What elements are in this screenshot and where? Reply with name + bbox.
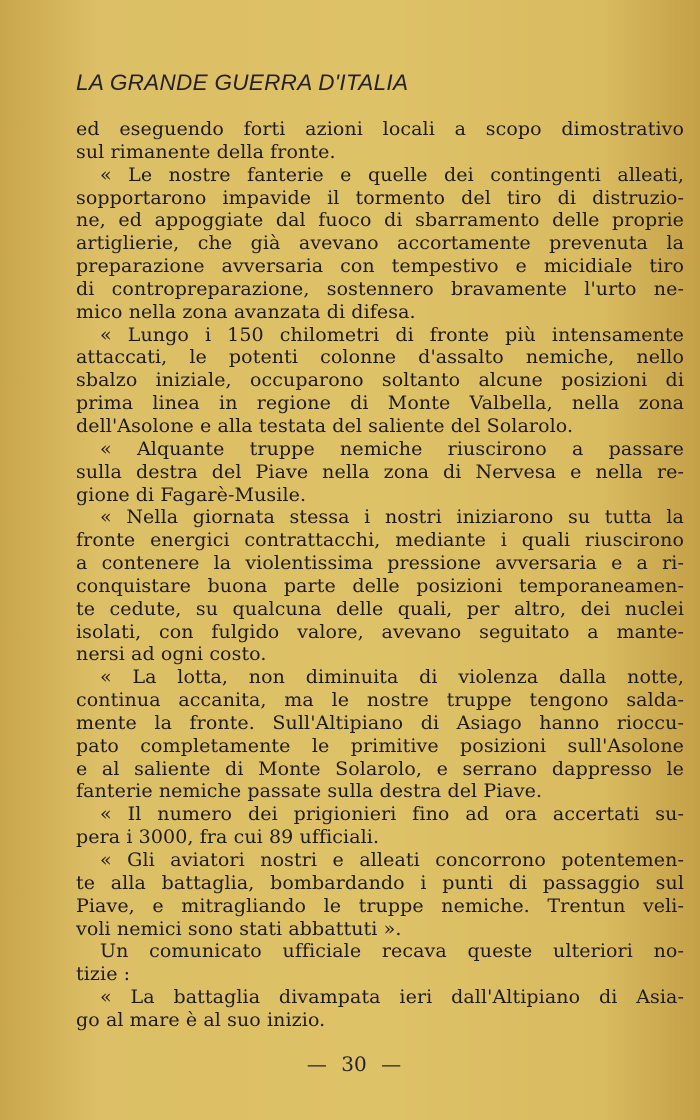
text-line: voli nemici sono stati abbattuti ». (76, 917, 402, 940)
text-line: pato completamente le primitive posizioni sull'Asolone (76, 734, 684, 757)
text-line: sulla destra del Piave nella zona di Nervesa e nella re- (76, 460, 684, 483)
text-line: go al mare è al suo inizio. (76, 1008, 326, 1031)
text-line: ne, ed appoggiate dal fuoco di sbarramento delle proprie (76, 209, 684, 232)
text-line: sopportarono impavide il tormento del tiro di distruzio- (76, 186, 684, 209)
text-line: e al saliente di Monte Solarolo, e serrano dappresso le (76, 757, 684, 780)
text-line: artiglierie, che già avevano accortamente prevenuta la (76, 232, 684, 255)
text-line: Un comunicato ufficiale recava queste ulteriori no- (100, 940, 684, 963)
text-line: « Nella giornata stessa i nostri iniziarono su tutta la (100, 506, 684, 529)
text-line: Piave, e mitragliando le truppe nemiche. Trentun veli- (76, 894, 684, 917)
text-line: a contenere la violentissima pressione avversaria e a ri- (76, 552, 684, 575)
text-line: te cedute, su qualcuna delle quali, per altro, dei nuclei (76, 597, 684, 620)
text-line: pera i 3000, fra cui 89 ufficiali. (76, 826, 380, 849)
text-line: sbalzo iniziale, occuparono soltanto alcune posizioni di (76, 369, 684, 392)
text-line: mico nella zona avanzata di difesa. (76, 300, 416, 323)
running-head: LA GRANDE GUERRA D'ITALIA (76, 70, 409, 95)
text-line: gione di Fagarè-Musile. (76, 483, 307, 506)
page-number (0, 1052, 700, 1076)
folio-number: 30 (341, 1052, 367, 1076)
text-line: fanterie nemiche passate sulla destra del Piave. (76, 780, 543, 803)
text-line: nersi ad ogni costo. (76, 643, 267, 666)
text-line: di contropreparazione, sostennero bravamente l'urto ne- (76, 277, 684, 300)
text-line: continua accanita, ma le nostre truppe tengono salda- (76, 689, 684, 712)
text-line: preparazione avversaria con tempestivo e micidiale tiro (76, 255, 684, 278)
text-line: « Alquante truppe nemiche riuscirono a passare (100, 437, 684, 460)
text-line: conquistare buona parte delle posizioni temporaneamen- (76, 574, 684, 597)
text-line: ed eseguendo forti azioni locali a scopo dimostrativo (76, 118, 684, 140)
text-line: « Gli aviatori nostri e alleati concorrono potentemen- (100, 849, 684, 871)
text-line: fronte energici contrattacchi, mediante i quali riuscirono (76, 529, 684, 552)
text-line: « Le nostre fanterie e quelle dei contingenti alleati, (100, 163, 684, 186)
text-line: prima linea in regione di Monte Valbella, nella zona (76, 392, 684, 415)
folio-dash-left: — (306, 1052, 327, 1076)
text-line: mente la fronte. Sull'Altipiano di Asiago hanno rioccu- (76, 711, 684, 734)
text-line: tizie : (76, 963, 131, 986)
text-line: dell'Asolone e alla testata del saliente del Solarolo. (76, 414, 574, 437)
text-line: « La lotta, non diminuita di violenza dalla notte, (100, 666, 684, 689)
body-text (76, 118, 684, 1032)
text-line: « Il numero dei prigionieri fino ad ora accertati su- (100, 803, 684, 826)
text-line: attaccati, le potenti colonne d'assalto nemiche, nello (76, 346, 684, 369)
text-line: sul rimanente della fronte. (76, 140, 336, 163)
text-line: isolati, con fulgido valore, avevano seguitato a mante- (76, 620, 684, 643)
folio-dash-right: — (381, 1052, 402, 1076)
text-line: te alla battaglia, bombardando i punti di passaggio sul (76, 871, 684, 894)
text-line: « Lungo i 150 chilometri di fronte più intensamente (100, 323, 684, 346)
text-line: « La battaglia divampata ieri dall'Altipiano di Asia- (100, 986, 684, 1009)
